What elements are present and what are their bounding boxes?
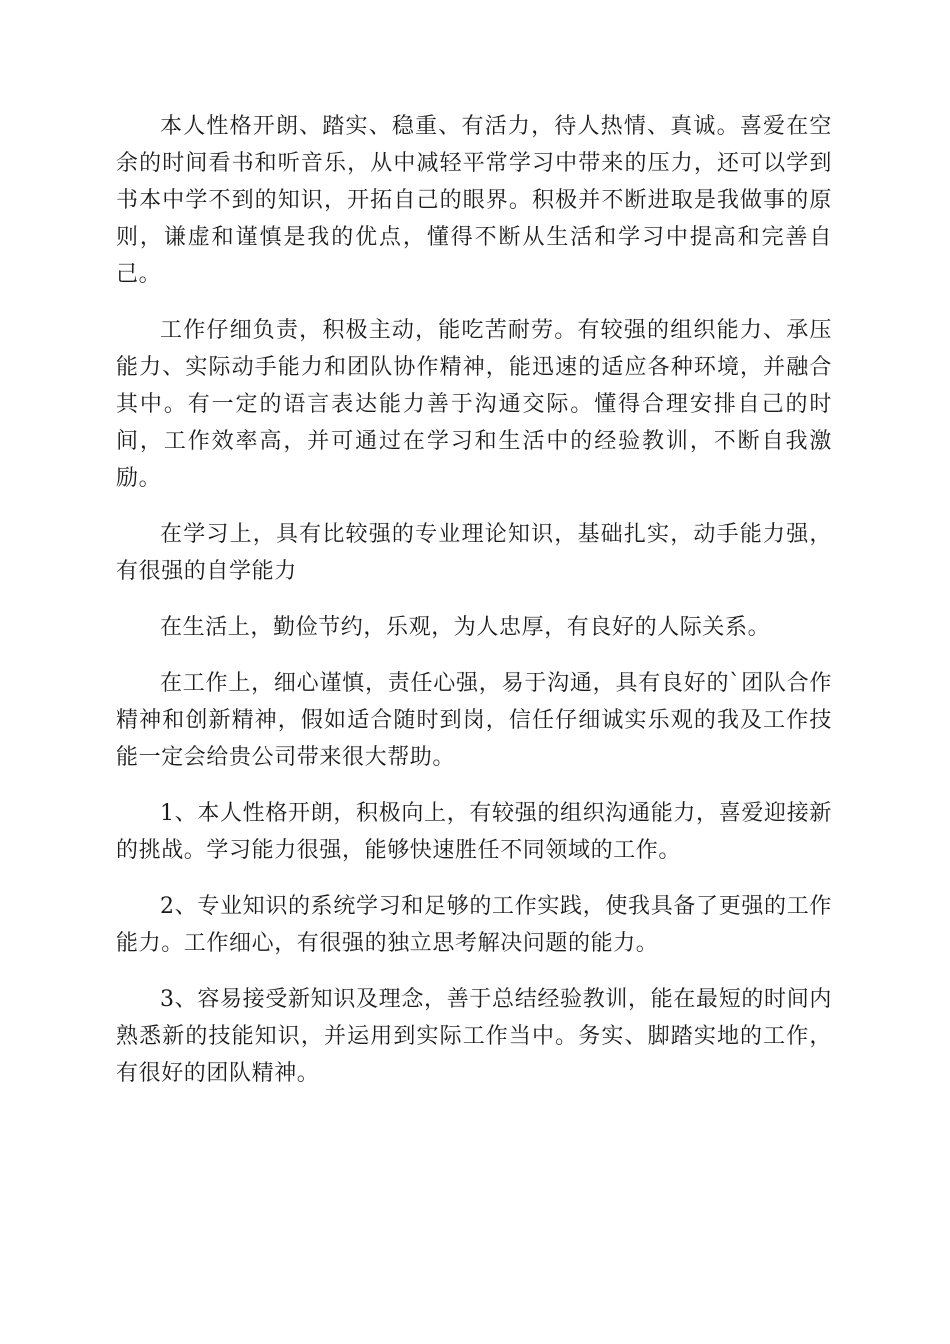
paragraph-life: 在生活上，勤俭节约，乐观，为人忠厚，有良好的人际关系。	[160, 615, 771, 640]
paragraph-work-attitude: 工作仔细负责，积极主动，能吃苦耐劳。有较强的组织能力、承压能力、实际动手能力和团队协作精神，能迅速的适应各种环境，并融合其中。有一定的语言表达能力善于沟通交际。懂得合理安排自己的时间，工作效率高，并可通过在学习和生活中的经验教训，不断自我激励。	[116, 318, 832, 491]
paragraph-work: 在工作上，细心谨慎，责任心强，易于沟通，具有良好的`团队合作精神和创新精神，假如适合随时到岗，信任仔细诚实乐观的我及工作技能一定会给贵公司带来很大帮助。	[116, 671, 832, 770]
paragraph-personality: 本人性格开朗、踏实、稳重、有活力，待人热情、真诚。喜爱在空余的时间看书和听音乐，从中减轻平常学习中带来的压力，还可以学到书本中学不到的知识，开拓自己的眼界。积极并不断进取是我做事的原则，谦虚和谨慎是我的优点，懂得不断从生活和学习中提高和完善自己。	[116, 114, 832, 287]
paragraph-study: 在学习上，具有比较强的专业理论知识，基础扎实，动手能力强，有很强的自学能力	[116, 522, 832, 584]
document-body	[116, 108, 832, 1111]
paragraph-point-2: 2、专业知识的系统学习和足够的工作实践，使我具备了更强的工作能力。工作细心，有很强的独立思考解决问题的能力。	[116, 894, 832, 956]
paragraph-point-3: 3、容易接受新知识及理念，善于总结经验教训，能在最短的时间内熟悉新的技能知识，并运用到实际工作当中。务实、脚踏实地的工作，有很好的团队精神。	[116, 987, 832, 1086]
paragraph-point-1: 1、本人性格开朗，积极向上，有较强的组织沟通能力，喜爱迎接新的挑战。学习能力很强，能够快速胜任不同领域的工作。	[116, 801, 832, 863]
